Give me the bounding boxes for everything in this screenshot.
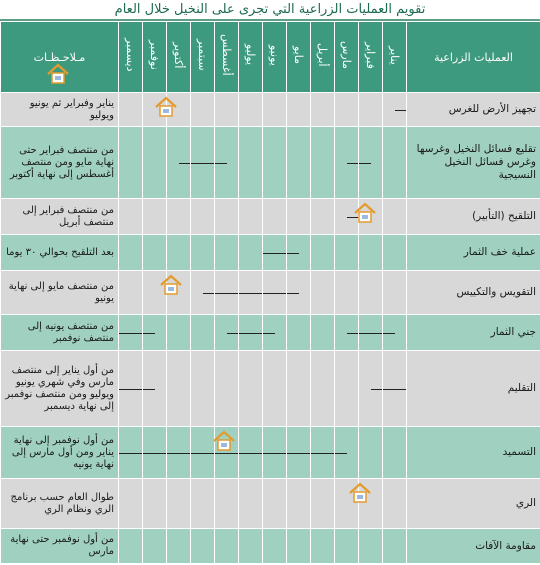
month-label: يناير [388,45,401,65]
month-cell [335,235,359,271]
month-cell [143,351,167,427]
month-cell [239,315,263,351]
timeline-bar [395,110,407,111]
house-icon [46,62,70,86]
month-cell [239,529,263,564]
month-cell [383,351,407,427]
notes-cell [1,351,119,427]
month-cell [311,271,335,315]
month-cell [263,93,287,127]
month-cell [287,235,311,271]
table-row [1,127,540,199]
month-label: أكتوبر [172,41,185,69]
month-label: أبريل [316,43,329,67]
month-cell [191,315,215,351]
month-cell [167,199,191,235]
timeline-bar [179,163,191,164]
month-cell [215,529,239,564]
timeline-bar [311,453,334,454]
month-cell [191,93,215,127]
month-header [191,22,215,93]
month-cell [359,127,383,199]
month-cell [215,127,239,199]
month-cell [263,529,287,564]
month-cell [239,351,263,427]
month-label: مارس [340,41,353,69]
month-header [239,22,263,93]
month-label: أغسطس [220,34,233,76]
month-cell [143,315,167,351]
operation-cell [407,529,540,564]
operation-cell [407,315,540,351]
month-cell [287,529,311,564]
month-label: نوفمبر [148,40,161,70]
month-cell [119,271,143,315]
month-cell [383,529,407,564]
month-cell [191,127,215,199]
timeline-bar [239,333,262,334]
month-cell [239,199,263,235]
month-cell [143,427,167,479]
month-cell [263,427,287,479]
month-cell [239,235,263,271]
month-cell [383,235,407,271]
month-cell [167,427,191,479]
month-cell [143,235,167,271]
operation-text: التقليم [507,382,536,394]
month-cell [215,315,239,351]
month-cell [383,427,407,479]
table-row [1,315,540,351]
operation-cell [407,351,540,427]
month-cell [239,127,263,199]
month-label: يونيو [268,44,281,66]
month-cell [191,529,215,564]
month-cell [335,93,359,127]
month-cell [167,235,191,271]
operation-text: الري [515,497,536,509]
month-cell [167,529,191,564]
timeline-bar [335,453,347,454]
month-cell [215,93,239,127]
notes-cell [1,271,119,315]
note-text: من منتصف فبراير حتى نهاية مايو ومن منتصف أغسطس إلى نهاية أكتوبر [9,144,114,180]
month-cell [287,271,311,315]
note-text: من منتصف مايو إلى نهاية يونيو [8,280,114,304]
operation-cell [407,235,540,271]
timeline-bar [263,293,286,294]
month-cell [383,479,407,529]
timeline-bar [191,453,214,454]
month-cell [191,235,215,271]
month-cell [167,315,191,351]
month-cell [239,427,263,479]
month-cell [335,127,359,199]
month-cell [383,127,407,199]
timeline-bar [227,333,239,334]
month-header [119,22,143,93]
month-cell [143,529,167,564]
month-cell [335,427,359,479]
operation-text: جني الثمار [490,326,536,338]
month-cell [287,127,311,199]
month-cell [383,199,407,235]
month-cell [335,271,359,315]
notes-cell [1,315,119,351]
month-cell [311,529,335,564]
operation-text: تقليع فسائل النخيل وغرسها وغرس فسائل النخيل النسيجية [416,143,536,181]
notes-cell [1,93,119,127]
month-cell [335,351,359,427]
month-header [311,22,335,93]
operation-text: عملية خف الثمار [463,246,536,258]
table-row [1,93,540,127]
timeline-bar [119,453,142,454]
timeline-bar [167,453,190,454]
timeline-bar [215,163,227,164]
month-cell [191,479,215,529]
timeline-bar [143,389,155,390]
month-cell [359,271,383,315]
month-cell [359,315,383,351]
month-cell [119,529,143,564]
month-cell [359,235,383,271]
timeline-bar [191,163,214,164]
month-cell [215,235,239,271]
note-text: طوال العام حسب برنامج الري ونظام الري [10,491,114,515]
month-cell [119,199,143,235]
month-cell [359,351,383,427]
timeline-bar [263,333,275,334]
table-row [1,427,540,479]
month-label: مايو [292,46,305,64]
month-header [143,22,167,93]
operation-cell [407,479,540,529]
month-cell [119,315,143,351]
house-icon [154,95,178,119]
operations-header-label: العمليات الزراعية [434,50,513,64]
calendar-table [0,21,540,564]
timeline-bar [359,163,371,164]
month-cell [263,127,287,199]
table-row [1,351,540,427]
month-cell [239,93,263,127]
house-icon [159,273,183,297]
operation-cell [407,271,540,315]
operation-cell [407,427,540,479]
timeline-bar [371,389,383,390]
timeline-bar [239,453,262,454]
month-cell [239,271,263,315]
operation-text: التلقيح (التأبير) [472,210,536,222]
month-cell [167,127,191,199]
timeline-bar [347,163,359,164]
month-cell [143,199,167,235]
month-cell [287,93,311,127]
table-row [1,529,540,564]
notes-cell [1,235,119,271]
note-text: من أول يناير إلى منتصف مارس وفي شهري يونيو ويوليو ومن منتصف نوفمبر إلى نهاية ديسمبر [5,364,114,412]
timeline-bar [359,333,382,334]
month-cell [263,351,287,427]
note-text: من منتصف فبراير إلى منتصف أبريل [22,204,114,228]
timeline-bar [203,293,215,294]
notes-header-label: مـلاحـظـات [33,50,86,64]
month-header [359,22,383,93]
operations-header [407,22,540,93]
timeline-bar [143,453,166,454]
month-cell [215,351,239,427]
month-cell [359,529,383,564]
month-cell [215,271,239,315]
month-cell [311,235,335,271]
note-text: من أول نوفمبر إلى نهاية يناير ومن أول مارس إلى نهاية يونيه [11,434,114,470]
month-cell [287,427,311,479]
timeline-bar [287,453,310,454]
month-header [263,22,287,93]
month-label: ديسمبر [124,38,137,72]
month-cell [311,199,335,235]
timeline-bar [239,293,262,294]
timeline-bar [263,453,286,454]
header-row [1,22,540,93]
month-cell [167,351,191,427]
timeline-bar [287,293,299,294]
timeline-bar [119,333,142,334]
month-cell [143,479,167,529]
notes-cell [1,427,119,479]
month-cell [383,315,407,351]
month-cell [311,127,335,199]
operation-text: مقاومة الآفات [475,539,536,552]
month-cell [119,427,143,479]
month-cell [191,271,215,315]
operation-cell [407,93,540,127]
month-cell [263,315,287,351]
month-cell [263,479,287,529]
month-label: فبراير [364,41,377,69]
month-cell [311,315,335,351]
month-cell [119,93,143,127]
month-label: يوليو [244,44,257,66]
month-cell [287,351,311,427]
note-text: من منتصف يونيه إلى منتصف نوفمبر [27,320,114,344]
note-text: من أول نوفمبر حتى نهاية مارس [10,534,114,557]
month-cell [383,93,407,127]
month-header [335,22,359,93]
month-cell [335,315,359,351]
table-row [1,479,540,529]
table-row [1,271,540,315]
timeline-bar [143,333,155,334]
note-text: بعد التلقيح بحوالي ٣٠ يوما [6,246,114,258]
month-cell [167,479,191,529]
month-cell [287,479,311,529]
month-label: سبتمبر [196,39,209,71]
timeline-bar [347,333,359,334]
month-cell [263,235,287,271]
operation-text: تجهيز الأرض للغرس [448,103,536,115]
month-cell [263,199,287,235]
month-header [383,22,407,93]
timeline-bar [263,253,286,254]
house-icon [212,429,236,453]
month-cell [143,127,167,199]
notes-cell [1,127,119,199]
month-cell [119,235,143,271]
house-icon [353,201,377,225]
month-header [287,22,311,93]
operation-text: التسميد [502,446,536,458]
timeline-bar [119,389,142,390]
table-row [1,235,540,271]
month-cell [311,351,335,427]
month-cell [191,351,215,427]
month-cell [287,199,311,235]
month-header [167,22,191,93]
table-row [1,199,540,235]
month-cell [311,427,335,479]
timeline-bar [383,333,395,334]
month-cell [359,93,383,127]
month-cell [119,351,143,427]
month-cell [335,529,359,564]
operation-cell [407,199,540,235]
month-cell [215,479,239,529]
operation-cell [407,127,540,199]
house-icon [348,481,372,505]
note-text: يناير وفبراير ثم يونيو ويوليو [29,97,114,121]
month-cell [383,271,407,315]
month-cell [215,199,239,235]
month-cell [119,479,143,529]
notes-cell [1,529,119,564]
timeline-bar [287,253,299,254]
month-cell [119,127,143,199]
month-cell [311,93,335,127]
notes-cell [1,479,119,529]
month-cell [287,315,311,351]
month-cell [359,427,383,479]
month-cell [311,479,335,529]
month-header [215,22,239,93]
timeline-bar [383,389,406,390]
month-cell [191,199,215,235]
timeline-bar [215,293,238,294]
page-title: تقويم العمليات الزراعية التي تجرى على النخيل خلال العام [0,0,540,20]
month-cell [263,271,287,315]
operation-text: التقويس والتكييس [456,286,536,298]
month-cell [239,479,263,529]
notes-cell [1,199,119,235]
